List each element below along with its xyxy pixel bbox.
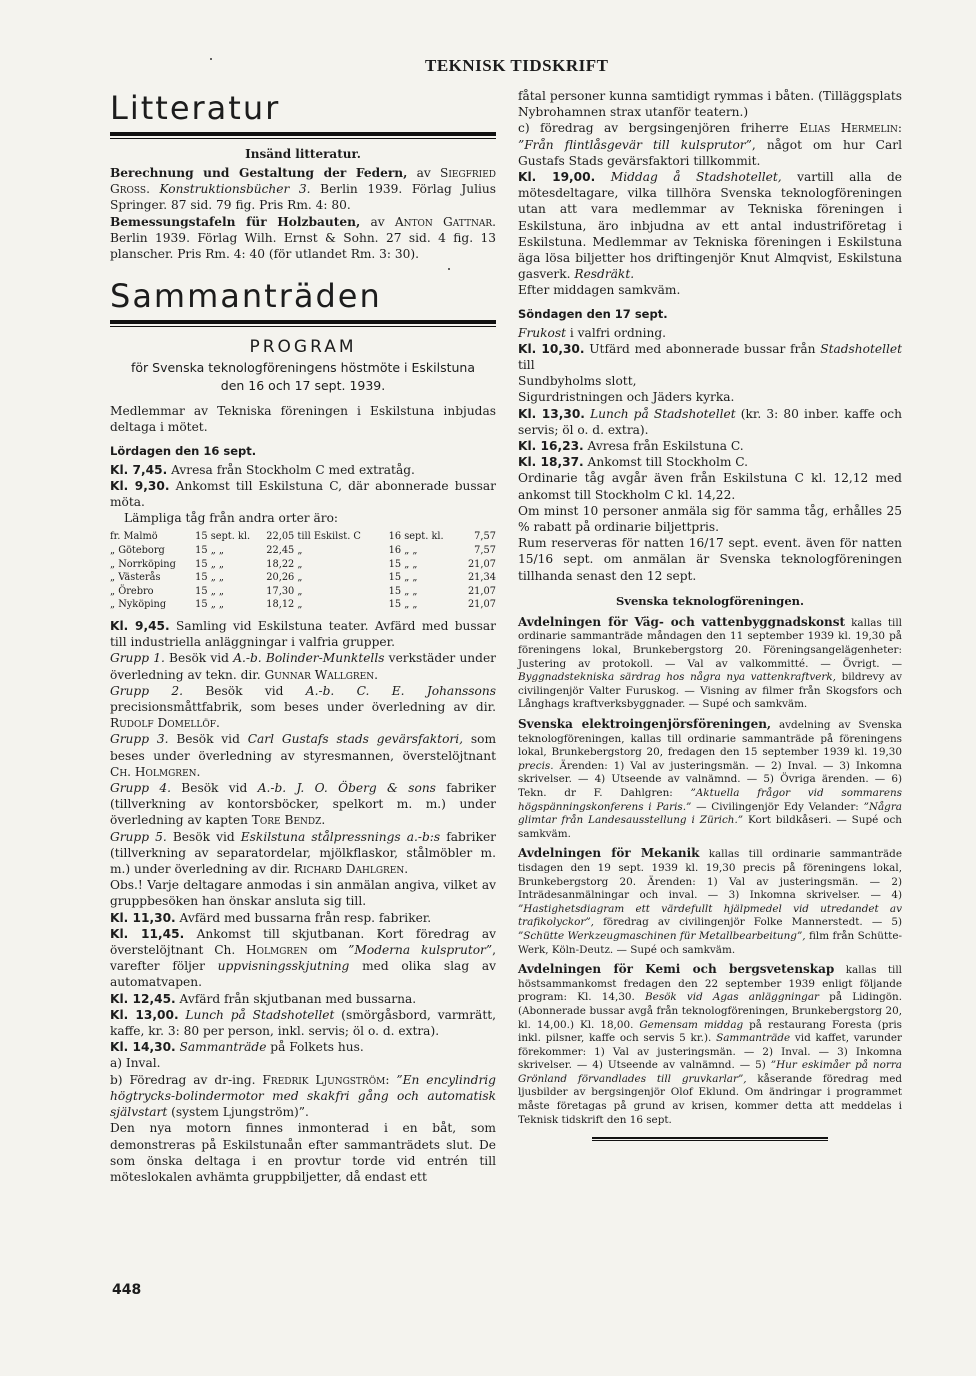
train-dep-date: 15 „ „ (195, 585, 224, 597)
agenda-text: c) föredrag av bergsingenjören friherre (518, 121, 800, 136)
train-row (110, 530, 496, 544)
schedule-text: vartill alla de mötesdeltagare, vilka tillhöra Svenska teknologföreningen utan att vara medlemmar av Tekniska föreningen i Eskilstuna, äro inbjudna av ett antal industriföretag i Eskilstuna. Medlemmar av Tekniska föreningen i Eskilstuna äga lösa biljetter hos driftingenjör Knut Almqvist, Eskilstuna gasverk. (518, 170, 902, 282)
notice-text: avdelning av Svenska teknologföreningen, kallas till ordinarie sammanträde på föreningens lokal, Brunkebergstorg 20, fredagen den 15 september 1939 kl. 19,30 (518, 719, 902, 759)
schedule-text: Avresa från Eskilstuna C. (583, 439, 744, 454)
group-text: Besök vid (170, 781, 258, 796)
notice-title: Avdelningen för Kemi och bergsvetenskap (518, 962, 835, 977)
notice-text: film från Schütte-Werk, Köln-Deutz. — Supé och samkväm. (518, 929, 902, 956)
train-from: „ Örebro (110, 585, 154, 597)
person-name: Holmgren (246, 943, 308, 958)
schedule-item (518, 169, 902, 282)
train-dep-time: 18,12 „ (266, 599, 303, 611)
train-table (110, 530, 496, 612)
notice-italic: Besök vid Agas anläggningar (645, 991, 819, 1004)
train-dep-date: 15 sept. kl. (195, 531, 251, 543)
group-item (110, 780, 496, 829)
journal-header: TEKNISK TIDSKRIFT (425, 56, 609, 75)
group-label: Grupp 2. (110, 683, 183, 698)
time-label: Kl. 13,00. (110, 1007, 179, 1022)
person-name: Valter Furuskog. (588, 684, 680, 697)
schedule-text: Samling vid Eskilstuna teater. Avfärd med bussar till industriella anläggningar i valfria grupper. (110, 619, 496, 650)
company-name: A.-b. C. E. Johanssons (305, 683, 496, 698)
train-from: „ Göteborg (110, 545, 165, 557)
train-arr-date: 15 „ „ (388, 599, 418, 611)
schedule-text: Ankomst till Stockholm C. (583, 455, 749, 470)
book-title: Berechnung und Gestaltung der Federn, (110, 166, 408, 180)
notice-text: — Civilingenjör Edy Velander: (691, 800, 864, 813)
right-column (518, 88, 902, 1141)
section-title-sammantraden: Sammanträden (110, 277, 382, 316)
schedule-text: i valfri ordning. (566, 325, 667, 340)
notice-italic: Byggnadstekniska särdrag hos några nya vattenkraftverk, (518, 671, 836, 684)
program-heading: PROGRAM (249, 337, 357, 358)
schedule-item (518, 341, 902, 373)
schedule-italic: Frukost (518, 325, 567, 340)
time-label: Kl. 13,30. (518, 406, 585, 421)
group-text: som beses under överledning av styresmannen, överstelöjtnant (110, 732, 496, 763)
time-label: Kl. 19,00. (518, 170, 596, 185)
notice-text: vid kaffet, varunder förekommer: 1) Val av justeringsmän. — 2) Inval. — 3) Inkomna skrivelser. — 4) Utseende av valnämnd. — 5) (518, 1032, 902, 1072)
time-label: Kl. 11,45. (110, 926, 185, 941)
program-subtitle: för Svenska teknologföreningens höstmöte i Eskilstuna (130, 360, 475, 376)
train-dep-date: 15 „ „ (195, 558, 224, 570)
company-name: Eskilstuna stålpressnings a.-b:s (240, 829, 441, 844)
train-dep-date: 15 „ „ (195, 599, 224, 611)
book-by: av (407, 166, 440, 180)
train-from: „ Västerås (110, 572, 161, 584)
schedule-text: med olika slag av automatvapen. (110, 959, 496, 990)
schedule-item (518, 438, 902, 454)
schedule-text: (smörgåsbord, varmrätt, kaffe, kr. 3: 80 per person, inkl. servis; öl o. d. extra). (110, 1007, 496, 1039)
section-rule (110, 132, 496, 139)
agenda-text: : (897, 121, 902, 136)
book-author: Anton Gattnar. (394, 214, 496, 229)
ordinary-train-note: Ordinarie tåg avgår även från Eskilstuna C kl. 12,12 med ankomst till Stockholm C kl. 14,22. (518, 471, 902, 502)
group-text: fabriker (tillverkning av kontorsböcker, spelkort m. m.) under överledning av kapten (110, 781, 496, 828)
group-item (110, 731, 496, 780)
print-speck (448, 268, 450, 270)
stop-item: Sigurdristningen och Jäders kyrka. (518, 390, 735, 405)
notice-italic: Gemensam middag (639, 1018, 744, 1031)
schedule-item (518, 325, 902, 341)
group-text: precisionsmåttfabrik, som beses under överledning av dir. (110, 700, 496, 715)
rooms-note: Rum reserveras för natten 16/17 sept. event. även för natten 15/16 sept. om anmälan är Svenska teknologföreningen tillhanda senast den 12 sept. (518, 536, 902, 583)
schedule-text: (kr. 3: 80 inber. kaffe och servis; öl o. d. extra). (518, 406, 902, 437)
train-arr-time: 21,07 (467, 558, 496, 570)
agenda-text: , något om hur Carl Gustafs Stads gevärsfaktori tillkommit. (518, 137, 902, 168)
notice-title: Avdelningen för Väg- och vattenbyggnadskonst (518, 614, 846, 629)
train-row (110, 585, 496, 599)
notice-text: föredrag av civilingenjör Folke Mannerstedt. — 5) (593, 916, 902, 929)
notice-text: bildrevy av civilingenjör (518, 671, 903, 697)
notice-italic: precis. (518, 759, 554, 772)
schedule-text: om (307, 943, 349, 958)
schedule-italic: Sammanträde (175, 1040, 267, 1055)
person-name: Gunnar Wallgren. (264, 667, 378, 682)
day-heading: Lördagen den 16 sept. (110, 443, 257, 458)
train-arr-time: 21,07 (467, 599, 496, 611)
group-text: Besök vid (164, 651, 234, 666)
train-table-body (110, 530, 496, 612)
time-label: Kl. 14,30. (110, 1040, 176, 1055)
train-arr-date: 16 „ „ (388, 545, 418, 557)
person-name: Rudolf Domellöf. (110, 716, 220, 731)
time-label: Kl. 18,37. (518, 455, 584, 470)
notice-italic: Sammanträde (716, 1032, 791, 1045)
person-name: Tore Bendz. (251, 813, 326, 828)
train-arr-date: 15 „ „ (388, 572, 418, 584)
day-heading: Söndagen den 17 sept. (518, 306, 668, 321)
schedule-text: Ankomst till skjutbanan. Kort föredrag av överstelöjtnant Ch. (110, 926, 496, 958)
person-name: Richard Dahlgren. (293, 862, 409, 877)
train-arr-date: 16 sept. kl. (388, 531, 444, 543)
train-dep-time: 18,22 „ (266, 558, 303, 570)
lecture-title: ”Moderna kulsprutor” (348, 943, 493, 958)
schedule-italic: Lunch på Stadshotellet (584, 406, 736, 421)
group-label: Grupp 5. (110, 829, 167, 844)
train-from: fr. Malmö (110, 531, 158, 543)
notice-text: Kort bildkåseri. — Supé och samkväm. (518, 814, 903, 840)
notice-italic: ”Några glimtar från Landesausstellung i Zürich.” (518, 800, 902, 827)
train-row (110, 558, 496, 572)
program-intro: Medlemmar av Tekniska föreningen i Eskilstuna inbjudas deltaga i mötet. (110, 404, 496, 435)
book-by: av (360, 214, 395, 229)
schedule-text: på Folkets hus. (266, 1040, 364, 1055)
meeting-notice (518, 963, 902, 1127)
group-item (110, 829, 496, 878)
group-label: Grupp 3. (110, 732, 169, 747)
train-arr-date: 15 „ „ (388, 585, 418, 597)
notice-italic: ”Hastighetsdiagram ett värdefullt hjälpmedel vid utredandet av trafikolyckor”, (518, 902, 902, 929)
schedule-text: Avfärd från skjutbanan med bussarna. (175, 991, 417, 1006)
time-label: Kl. 7,45. (110, 462, 168, 477)
notice-text: kallas till ordinarie sammanträde tisdagen den 19 sept. 1939 kl. 19,30 precis på föreningens lokal, Brunkebergstorg 20. Ärenden: 1) Val av justeringsmän. — 2) Inträdesanmälningar och inval. — 3) Inkomna skrivelser. — 4) (518, 848, 902, 902)
person-name: Elias Hermelin (799, 121, 898, 136)
train-from: „ Nyköping (110, 599, 167, 611)
notice-text: Ärenden: 1) Val av justeringsmän. — 2) Inval. — 3) Inkomna skrivelser. — 4) Utseende av valnämnd. — 5) Övriga ärenden. — 6) Tekn. dr F. Dahlgren: (518, 759, 902, 800)
meeting-notice (518, 718, 902, 841)
book-entry (110, 165, 496, 214)
section-rule (110, 320, 496, 327)
motor-note: Den nya motorn finnes inmonterad i en båt, som demonstreras på Eskilstunaån efter sammanträdets slut. De som önska deltaga i en provtur torde vid entrén till möteslokalen avhämta gruppbiljetter, då endast ett (110, 1121, 496, 1184)
notice-text: — Visning av filmer från Skogsfors och Långhags kraftverksbyggnader. — Supé och samkväm. (518, 684, 903, 711)
left-column (110, 88, 496, 1185)
group-item (110, 650, 496, 682)
schedule-item (110, 1039, 496, 1055)
book-details: Berlin 1939. Förlag Wilh. Ernst & Sohn. 27 sid. 4 fig. 13 planscher. Pris Rm. 4: 40 (för utlandet Rm. 3: 30). (110, 230, 496, 262)
book-series: Konstruktionsbücher 3. (149, 182, 311, 197)
notice-text: kallas till ordinarie sammanträde måndagen den 11 september 1939 kl. 19,30 på föreningens lokal, Brunkebergstorg 20. Föreningsangelägenheter: Justering av protokoll. — Val av valkommitté. — Övrigt. — (518, 616, 902, 670)
schedule-italic: uppvisningsskjutning (217, 959, 350, 974)
agenda-c (518, 120, 902, 169)
meeting-notice (518, 847, 902, 957)
discount-note: Om minst 10 personer anmäla sig för samma tåg, erhålles 25 % rabatt på ordinarie biljettpris. (518, 503, 902, 535)
notice-text: på Lidingön. (Abonnerade bussar avgå från teknologföreningen, Brunkebergstorg 20, kl. 14,00.) Kl. 18,00. (518, 991, 902, 1031)
group-text: Besök vid (166, 829, 241, 844)
schedule-item (110, 1007, 496, 1039)
book-author: Siegfried Gross. (110, 166, 496, 197)
time-label: Kl. 16,23. (518, 439, 584, 454)
train-row (110, 571, 496, 585)
notice-text: på restaurang Foresta (pris inkl. pilsner, kaffe och servis 5 kr.). (518, 1018, 902, 1045)
group-label: Grupp 4. (110, 781, 171, 796)
schedule-item (110, 618, 496, 650)
time-label: Kl. 9,30. (110, 478, 170, 493)
time-label: Kl. 9,45. (110, 619, 170, 633)
train-row (110, 544, 496, 558)
schedule-italic: Middag å Stadshotellet, (595, 170, 782, 185)
schedule-italic: Lunch på Stadshotellet (178, 1007, 335, 1022)
notice-italic: ”Hur eskimåer på norra Grönland förvandlades till gruvkarlar”, (518, 1059, 902, 1085)
time-label: Kl. 12,45. (110, 991, 176, 1006)
train-dep-date: 15 „ „ (195, 545, 224, 557)
company-name: Carl Gustafs stads gevärsfaktori, (247, 732, 464, 747)
person-name: Fredrik Ljungström (262, 1072, 386, 1087)
train-arr-time: 7,57 (474, 545, 496, 557)
notice-text: kallas till höstsammankomst fredagen den 22 september 1939 enligt följande program: Kl. 14,30. (518, 964, 902, 1004)
time-label: Kl. 11,30. (110, 910, 176, 925)
agenda-b (110, 1072, 496, 1121)
notice-italic: ”Aktuella frågor vid sommarens högspänningskonferens i Paris.” (518, 787, 902, 813)
program-dates: den 16 och 17 sept. 1939. (220, 378, 386, 394)
train-dep-time: 22,45 „ (266, 545, 303, 557)
lecture-title: ”Från flintlåsgevär till kulsprutor” (518, 137, 752, 152)
litteratur-subheading: Insänd litteratur. (245, 147, 361, 161)
train-dep-time: 17,30 „ (266, 585, 303, 597)
schedule-item (110, 910, 496, 926)
schedule-text: Avresa från Stockholm C med extratåg. (167, 462, 415, 477)
train-row (110, 598, 496, 612)
schedule-item (518, 454, 902, 470)
continued-text: fåtal personer kunna samtidigt rymmas i båten. (Tilläggsplats Nybrohamnen strax utanför teatern.) (518, 89, 902, 120)
notice-title: Svenska elektroingenjörsföreningen, (518, 717, 772, 732)
group-text: fabriker (tillverkning av separatordelar, mjölkflaskor, stålmöbler m. m.) under överledning av dir. (110, 829, 496, 877)
book-details: Berlin 1939. Förlag Julius Springer. 87 sid. 79 fig. Pris Rm. 4: 80. (110, 182, 496, 213)
group-item (110, 683, 496, 732)
agenda-text: b) Föredrag av dr-ing. (110, 1072, 263, 1087)
company-name: A.-b. Bolinder-Munktells (233, 651, 385, 666)
schedule-item (110, 926, 496, 991)
book-title: Bemessungstafeln für Holzbauten, (110, 214, 361, 229)
train-from: „ Norrköping (110, 558, 176, 570)
schedule-text: Utfärd med abonnerade bussar från (584, 341, 821, 356)
schedule-item (110, 462, 496, 478)
stop-item: Sundbyholms slott, (518, 374, 637, 389)
page-number: 448 (112, 1282, 142, 1298)
notice-italic: ”Schütte Werkzeugmaschinen für Metallbearbeitung”, (518, 929, 806, 942)
train-arr-time: 21,07 (467, 585, 496, 597)
after-dinner: Efter middagen samkväm. (518, 283, 681, 298)
company-name: A.-b. J. O. Öberg & sons (257, 781, 436, 796)
train-dep-time: 22,05 till Eskilst. C (266, 531, 361, 543)
schedule-item (518, 406, 902, 438)
train-dep-date: 15 „ „ (195, 572, 224, 584)
schedule-item (110, 991, 496, 1007)
schedule-text: till (518, 358, 535, 373)
print-speck (210, 58, 212, 60)
schedule-text: , varefter följer (110, 943, 496, 974)
notice-text: kåserande föredrag med ljusbilder av bergsingenjör Olof Eklund. Om ändringar i programmet måste företagas på grund av krisen, kommer detta att meddelas i Teknisk tidskrift den 16 sept. (518, 1072, 902, 1126)
person-name: Ch. Holmgren. (110, 764, 201, 779)
end-rule (592, 1137, 828, 1141)
lecture-title: ”En encylindrig högtrycks-bolindermotor med skakfri gång och automatisk självstart (110, 1072, 496, 1120)
train-arr-time: 7,57 (474, 531, 496, 543)
schedule-text: Ankomst till Eskilstuna C, där abonnerade bussar möta. (110, 478, 496, 510)
train-dep-time: 20,26 „ (266, 572, 303, 584)
notice-title: Avdelningen för Mekanik (518, 846, 700, 861)
schedule-text: Avfärd med bussarna från resp. fabriker. (175, 910, 432, 925)
society-heading: Svenska teknologföreningen. (615, 593, 805, 608)
book-entry (110, 214, 496, 263)
agenda-text: (system Ljungström)”. (167, 1105, 309, 1120)
trains-intro: Lämpliga tåg från andra orter äro: (124, 511, 339, 526)
meeting-notice (518, 616, 902, 712)
obs-note: Obs.! Varje deltagare anmodas i sin anmälan angiva, vilket av gruppbesöken han önskar ansluta sig till. (110, 878, 496, 909)
time-label: Kl. 10,30. (518, 341, 585, 356)
schedule-italic: Stadshotellet (820, 341, 902, 356)
group-text: Besök vid (183, 683, 306, 698)
schedule-item (110, 478, 496, 510)
agenda-a: a) Inval. (110, 1056, 161, 1071)
group-text: Besök vid (168, 732, 248, 747)
agenda-text: : (385, 1072, 397, 1087)
section-title-litteratur: Litteratur (110, 89, 281, 127)
train-arr-date: 15 „ „ (388, 558, 418, 570)
group-label: Grupp 1. (110, 651, 165, 666)
dress-code: Resdräkt. (574, 267, 635, 282)
train-arr-time: 21,34 (467, 572, 496, 584)
group-text: verkstäder under överledning av tekn. dir. (110, 651, 496, 682)
